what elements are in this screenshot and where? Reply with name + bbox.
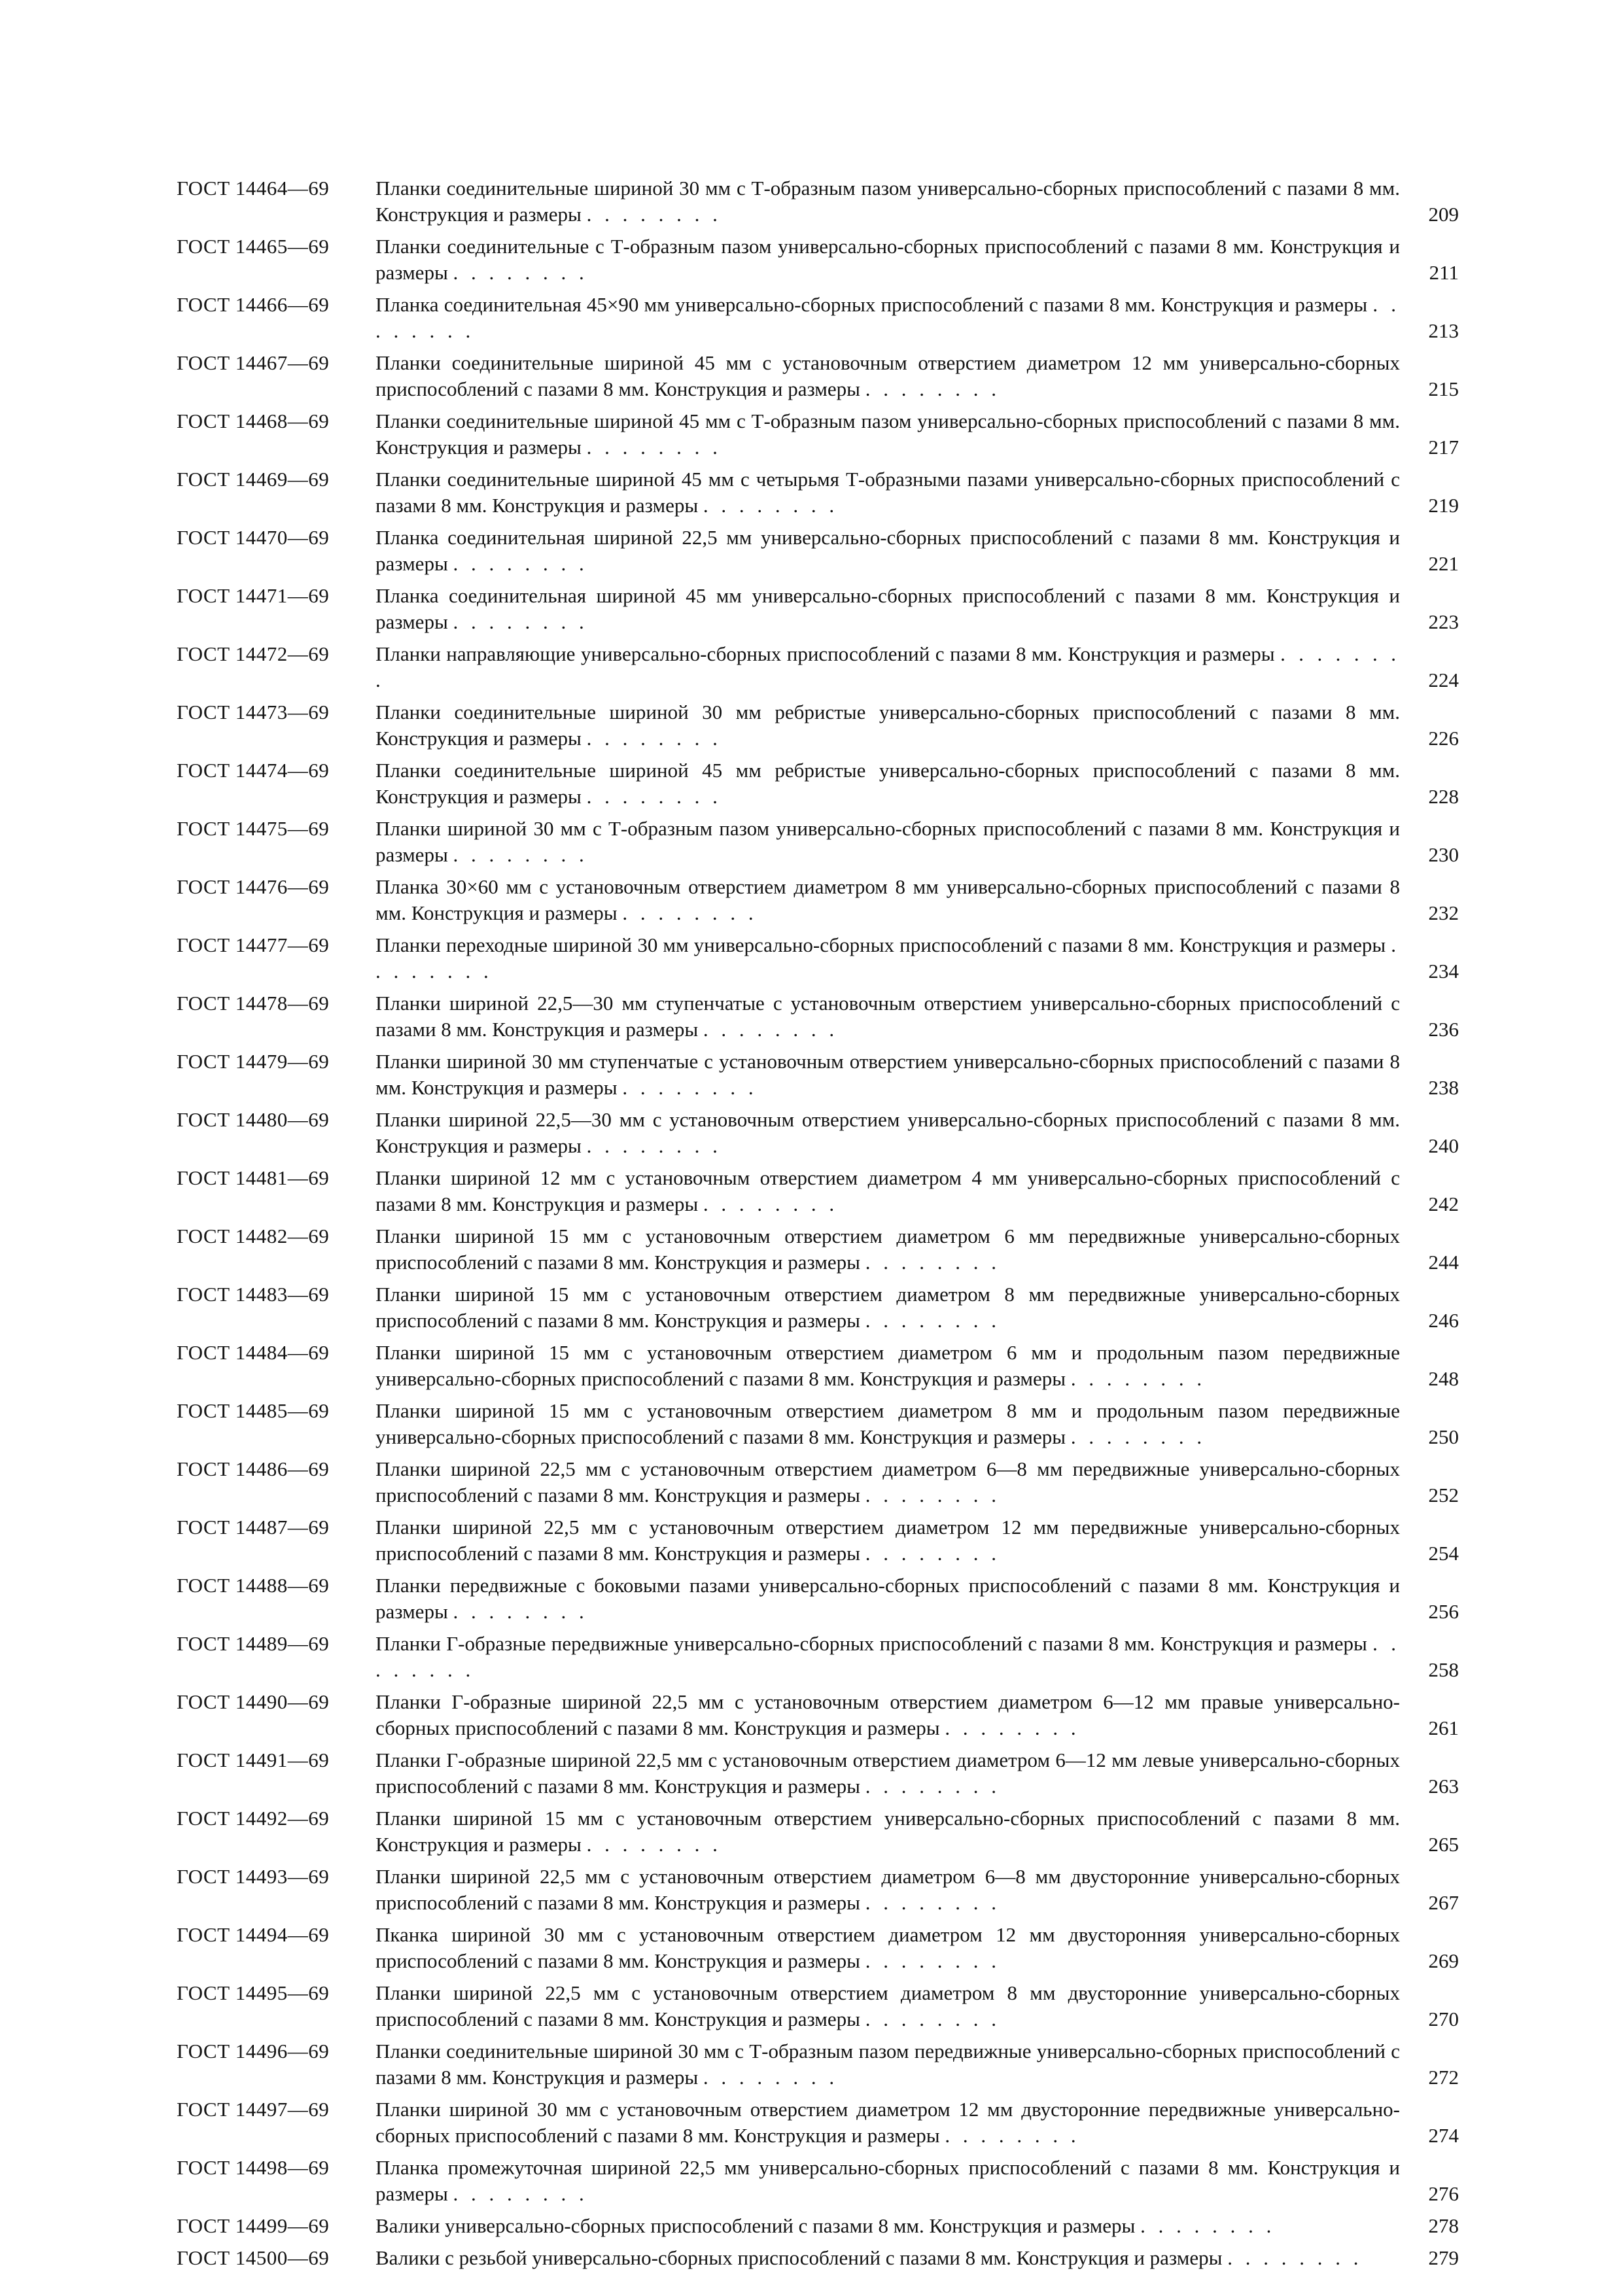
standard-code: ГОСТ 14465—69 (177, 235, 330, 258)
page-number: 258 (1428, 1658, 1459, 1681)
entry-title-text: Планки шириной 22,5 мм с установочным отверстием диаметром 6—8 мм двусторонние универсально-сборных приспособлений с пазами 8 мм. Конструкция и размеры (375, 1865, 1400, 1914)
toc-entry (177, 1864, 1459, 1916)
entry-title (373, 1747, 1413, 1800)
standard-code: ГОСТ 14468—69 (177, 409, 330, 432)
page-number: 223 (1428, 610, 1459, 633)
page-number: 267 (1428, 1891, 1459, 1914)
toc-entry (177, 1223, 1459, 1276)
entry-title (373, 350, 1413, 402)
toc-entry (177, 932, 1459, 984)
page-number: 230 (1428, 843, 1459, 866)
dot-leader: . . . . . . . . (865, 1891, 1000, 1914)
entry-title (373, 1456, 1413, 1508)
standard-code: ГОСТ 14477—69 (177, 933, 330, 956)
page-number: 224 (1428, 669, 1459, 691)
standard-code: ГОСТ 14492—69 (177, 1807, 330, 1830)
toc-entry (177, 1922, 1459, 1974)
page-number: 261 (1428, 1716, 1459, 1739)
dot-leader: . . . . . . . . (453, 610, 588, 633)
page-number: 254 (1428, 1542, 1459, 1565)
dot-leader: . . . . . . . . (453, 261, 588, 284)
toc-entry (177, 2038, 1459, 2091)
toc-entry (177, 1805, 1459, 1858)
entry-title-text: Планки шириной 15 мм с установочным отверстием диаметром 8 мм передвижные универсально-сборных приспособлений с пазами 8 мм. Конструкция и размеры (375, 1283, 1400, 1332)
toc-entry (177, 990, 1459, 1043)
entry-title (373, 1980, 1413, 2032)
dot-leader: . . . . . . . . (453, 1600, 588, 1623)
toc-entry (177, 175, 1459, 228)
entry-title (373, 234, 1413, 286)
entry-title (373, 2155, 1413, 2207)
entry-title-text: Планки шириной 22,5 мм с установочным отверстием диаметром 6—8 мм передвижные универсально-сборных приспособлений с пазами 8 мм. Конструкция и размеры (375, 1457, 1400, 1506)
entry-title (373, 583, 1413, 635)
entry-title-text: Планки шириной 30 мм ступенчатые с установочным отверстием универсально-сборных приспособлений с пазами 8 мм. Конструкция и размеры (375, 1050, 1400, 1099)
entry-title-text: Планки соединительные шириной 30 мм с Т-образным пазом универсально-сборных приспособлений с пазами 8 мм. Конструкция и размеры (375, 177, 1400, 226)
dot-leader: . . . . . . . . (586, 1833, 722, 1856)
dot-leader: . . . . . . . . (453, 843, 588, 866)
standard-code: ГОСТ 14483—69 (177, 1283, 330, 1306)
entry-title (373, 757, 1413, 810)
standard-code: ГОСТ 14486—69 (177, 1457, 330, 1480)
toc-entry (177, 1281, 1459, 1334)
dot-leader: . . . . . . . . (865, 1309, 1000, 1332)
dot-leader: . . . . . . . . (453, 2182, 588, 2205)
standard-code: ГОСТ 14485—69 (177, 1399, 330, 1422)
standard-code: ГОСТ 14464—69 (177, 177, 330, 200)
entry-title-text: Планки шириной 22,5 мм с установочным отверстием диаметром 8 мм двусторонние универсально-сборных приспособлений с пазами 8 мм. Конструкция и размеры (375, 1981, 1400, 2030)
standard-code: ГОСТ 14499—69 (177, 2214, 330, 2237)
entry-title (373, 466, 1413, 519)
entry-title (373, 2038, 1413, 2091)
dot-leader: . . . . . . . . (703, 1192, 839, 1215)
standard-code: ГОСТ 14488—69 (177, 1574, 330, 1597)
page-number: 213 (1428, 319, 1459, 342)
page-number: 211 (1429, 261, 1459, 284)
entry-title-text: Планки шириной 30 мм с Т-образным пазом универсально-сборных приспособлений с пазами 8 мм. Конструкция и размеры (375, 817, 1400, 866)
toc-entry (177, 1747, 1459, 1800)
entry-title (373, 292, 1413, 344)
dot-leader: . . . . . . . . (703, 494, 839, 517)
toc-entry (177, 2096, 1459, 2149)
dot-leader: . . . . . . . . (865, 377, 1000, 400)
entry-title (373, 1573, 1413, 1625)
entry-title (373, 1049, 1413, 1101)
toc-entry (177, 466, 1459, 519)
entry-title-text: Планки шириной 22,5—30 мм ступенчатые с установочным отверстием универсально-сборных приспособлений с пазами 8 мм. Конструкция и размеры (375, 992, 1400, 1041)
page-number: 263 (1428, 1775, 1459, 1798)
toc-entry (177, 757, 1459, 810)
dot-leader: . . . . . . . . (865, 1542, 1000, 1565)
entry-title (373, 874, 1413, 926)
entry-title (373, 1922, 1413, 1974)
entry-title (373, 2096, 1413, 2149)
page-number: 232 (1428, 901, 1459, 924)
dot-leader: . . . . . . . . (1140, 2214, 1276, 2237)
entry-title-text: Планки Г-образные передвижные универсально-сборных приспособлений с пазами 8 мм. Конструкция и размеры (375, 1632, 1367, 1655)
toc-entry (177, 525, 1459, 577)
dot-leader: . . . . . . . . (1070, 1367, 1206, 1390)
entry-title-text: Планки шириной 15 мм с установочным отверстием диаметром 6 мм передвижные универсально-сборных приспособлений с пазами 8 мм. Конструкция и размеры (375, 1225, 1400, 1274)
standard-code: ГОСТ 14493—69 (177, 1865, 330, 1888)
entry-title-text: Планки шириной 12 мм с установочным отверстием диаметром 4 мм универсально-сборных приспособлений с пазами 8 мм. Конструкция и размеры (375, 1166, 1400, 1215)
entry-title-text: Планки шириной 15 мм с установочным отверстием диаметром 8 мм и продольным пазом передвижные универсально-сборных приспособлений с пазами 8 мм. Конструкция и размеры (375, 1399, 1400, 1448)
entry-title-text: Планки шириной 15 мм с установочным отверстием универсально-сборных приспособлений с пазами 8 мм. Конструкция и размеры (375, 1807, 1400, 1856)
toc-entry (177, 408, 1459, 461)
toc-entry (177, 1631, 1459, 1683)
standard-code: ГОСТ 14480—69 (177, 1108, 330, 1131)
dot-leader: . . . . . . . . (375, 293, 1401, 342)
entry-title-text: Планки соединительные шириной 30 мм ребристые универсально-сборных приспособлений с пазами 8 мм. Конструкция и размеры (375, 701, 1400, 750)
toc-entry (177, 1107, 1459, 1159)
entry-title-text: Планка соединительная шириной 22,5 мм универсально-сборных приспособлений с пазами 8 мм. Конструкция и размеры (375, 526, 1400, 575)
toc-entry (177, 2155, 1459, 2207)
entry-title (373, 1281, 1413, 1334)
toc-entry (177, 1340, 1459, 1392)
dot-leader: . . . . . . . . (586, 1134, 722, 1157)
dot-leader: . . . . . . . . (945, 1716, 1080, 1739)
page-number: 270 (1428, 2008, 1459, 2030)
dot-leader: . . . . . . . . (453, 552, 588, 575)
entry-title (373, 1689, 1413, 1741)
toc-entry (177, 234, 1459, 286)
page-number: 226 (1428, 727, 1459, 750)
page-number: 219 (1428, 494, 1459, 517)
dot-leader: . . . . . . . . (586, 785, 722, 808)
page-number: 228 (1428, 785, 1459, 808)
entry-title (373, 699, 1413, 752)
entry-title-text: Планки направляющие универсально-сборных приспособлений с пазами 8 мм. Конструкция и размеры (375, 642, 1275, 665)
dot-leader: . . . . . . . . (1070, 1425, 1206, 1448)
page-number: 265 (1428, 1833, 1459, 1856)
toc-entry (177, 2245, 1459, 2271)
standard-code: ГОСТ 14470—69 (177, 526, 330, 549)
toc-entry (177, 583, 1459, 635)
standard-code: ГОСТ 14476—69 (177, 875, 330, 898)
page-number: 252 (1428, 1484, 1459, 1506)
entry-title (373, 1223, 1413, 1276)
standard-code: ГОСТ 14484—69 (177, 1341, 330, 1364)
entry-title-text: Планки переходные шириной 30 мм универсально-сборных приспособлений с пазами 8 мм. Конструкция и размеры (375, 933, 1386, 956)
entry-title-text: Планки шириной 22,5 мм с установочным отверстием диаметром 12 мм передвижные универсально-сборных приспособлений с пазами 8 мм. Конструкция и размеры (375, 1516, 1400, 1565)
entry-title-text: Планки Г-образные шириной 22,5 мм с установочным отверстием диаметром 6—12 мм правые универсально-сборных приспособлений с пазами 8 мм. Конструкция и размеры (375, 1690, 1400, 1739)
dot-leader: . . . . . . . . (865, 2008, 1000, 2030)
toc-entry (177, 350, 1459, 402)
dot-leader: . . . . . . . . (703, 2066, 839, 2089)
entry-title-text: Планки шириной 30 мм с установочным отверстием диаметром 12 мм двусторонние передвижные универсально-сборных приспособлений с пазами 8 мм. Конструкция и размеры (375, 2098, 1400, 2147)
entry-title (373, 1805, 1413, 1858)
dot-leader: . . . . . . . . (865, 1775, 1000, 1798)
dot-leader: . . . . . . . . (375, 1632, 1401, 1681)
dot-leader: . . . . . . . . (375, 933, 1400, 983)
entry-title (373, 1107, 1413, 1159)
entry-title-text: Планка соединительная шириной 45 мм универсально-сборных приспособлений с пазами 8 мм. Конструкция и размеры (375, 584, 1400, 633)
toc-entry (177, 1514, 1459, 1567)
dot-leader: . . . . . . . . (586, 727, 722, 750)
standard-code: ГОСТ 14500—69 (177, 2246, 330, 2269)
entry-title (373, 175, 1413, 228)
standard-code: ГОСТ 14498—69 (177, 2156, 330, 2179)
page-number: 278 (1428, 2214, 1459, 2237)
toc-entry (177, 1456, 1459, 1508)
dot-leader: . . . . . . . . (586, 203, 722, 226)
dot-leader: . . . . . . . . (586, 436, 722, 459)
standard-code: ГОСТ 14489—69 (177, 1632, 330, 1655)
page-number: 248 (1428, 1367, 1459, 1390)
entry-title-text: Планки Г-образные шириной 22,5 мм с установочным отверстием диаметром 6—12 мм левые универсально-сборных приспособлений с пазами 8 мм. Конструкция и размеры (375, 1748, 1400, 1798)
page-number: 234 (1428, 960, 1459, 983)
entry-title (373, 1165, 1413, 1217)
entry-title (373, 1514, 1413, 1567)
entry-title-text: Планка промежуточная шириной 22,5 мм универсально-сборных приспособлений с пазами 8 мм. Конструкция и размеры (375, 2156, 1400, 2205)
standard-code: ГОСТ 14490—69 (177, 1690, 330, 1713)
toc-entry (177, 1165, 1459, 1217)
standard-code: ГОСТ 14482—69 (177, 1225, 330, 1247)
standard-code: ГОСТ 14466—69 (177, 293, 330, 316)
dot-leader: . . . . . . . . (1227, 2246, 1363, 2269)
dot-leader: . . . . . . . . (375, 642, 1401, 691)
entry-title (373, 1398, 1413, 1450)
page-number: 209 (1428, 203, 1459, 226)
entry-title-text: Планки соединительные шириной 30 мм с Т-образным пазом передвижные универсально-сборных приспособлений с пазами 8 мм. Конструкция и размеры (375, 2040, 1400, 2089)
standard-code: ГОСТ 14481—69 (177, 1166, 330, 1189)
toc-entry (177, 2213, 1459, 2239)
page-number: 246 (1428, 1309, 1459, 1332)
entry-title (373, 525, 1413, 577)
page-number: 221 (1428, 552, 1459, 575)
entry-title (373, 1631, 1413, 1683)
page-number: 244 (1428, 1251, 1459, 1274)
entry-title-text: Пканка шириной 30 мм с установочным отверстием диаметром 12 мм двусторонняя универсально-сборных приспособлений с пазами 8 мм. Конструкция и размеры (375, 1923, 1400, 1972)
entry-title (373, 2213, 1413, 2239)
entry-title (373, 816, 1413, 868)
dot-leader: . . . . . . . . (703, 1018, 839, 1041)
standard-code: ГОСТ 14487—69 (177, 1516, 330, 1539)
standard-code: ГОСТ 14469—69 (177, 468, 330, 491)
toc-entry (177, 641, 1459, 693)
page-number: 256 (1428, 1600, 1459, 1623)
dot-leader: . . . . . . . . (865, 1251, 1000, 1274)
entry-title-text: Планки соединительные шириной 45 мм с четырьмя Т-образными пазами универсально-сборных приспособлений с пазами 8 мм. Конструкция и размеры (375, 468, 1400, 517)
page-number: 272 (1428, 2066, 1459, 2089)
page-number: 242 (1428, 1192, 1459, 1215)
toc-entry (177, 1980, 1459, 2032)
page-number: 240 (1428, 1134, 1459, 1157)
standard-code: ГОСТ 14478—69 (177, 992, 330, 1015)
standard-code: ГОСТ 14473—69 (177, 701, 330, 723)
toc-entry (177, 874, 1459, 926)
standard-code: ГОСТ 14467—69 (177, 351, 330, 374)
dot-leader: . . . . . . . . (865, 1949, 1000, 1972)
standard-code: ГОСТ 14472—69 (177, 642, 330, 665)
entry-title-text: Планки шириной 15 мм с установочным отверстием диаметром 6 мм и продольным пазом передвижные универсально-сборных приспособлений с пазами 8 мм. Конструкция и размеры (375, 1341, 1400, 1390)
entry-title (373, 990, 1413, 1043)
entry-title-text: Планки шириной 22,5—30 мм с установочным отверстием универсально-сборных приспособлений с пазами 8 мм. Конструкция и размеры (375, 1108, 1400, 1157)
page-number: 269 (1428, 1949, 1459, 1972)
page-number: 215 (1428, 377, 1459, 400)
standard-code: ГОСТ 14494—69 (177, 1923, 330, 1946)
standard-code: ГОСТ 14495—69 (177, 1981, 330, 2004)
toc-entry (177, 1573, 1459, 1625)
entry-title-text: Планки соединительные шириной 45 мм с установочным отверстием диаметром 12 мм универсально-сборных приспособлений с пазами 8 мм. Конструкция и размеры (375, 351, 1400, 400)
entry-title-text: Валики универсально-сборных приспособлений с пазами 8 мм. Конструкция и размеры (375, 2214, 1136, 2237)
entry-title (373, 641, 1413, 693)
entry-title (373, 1340, 1413, 1392)
standard-code: ГОСТ 14496—69 (177, 2040, 330, 2062)
toc-entry (177, 1398, 1459, 1450)
entry-title-text: Планка соединительная 45×90 мм универсально-сборных приспособлений с пазами 8 мм. Конструкция и размеры (375, 293, 1368, 316)
entry-title (373, 408, 1413, 461)
toc-entry (177, 292, 1459, 344)
page-number: 276 (1428, 2182, 1459, 2205)
standard-code: ГОСТ 14474—69 (177, 759, 330, 782)
entry-title-text: Планки соединительные с Т-образным пазом универсально-сборных приспособлений с пазами 8 мм. Конструкция и размеры (375, 235, 1400, 284)
page-number: 279 (1428, 2246, 1459, 2269)
dot-leader: . . . . . . . . (622, 901, 758, 924)
entry-title-text: Планки соединительные шириной 45 мм ребристые универсально-сборных приспособлений с пазами 8 мм. Конструкция и размеры (375, 759, 1400, 808)
page-number: 238 (1428, 1076, 1459, 1099)
entry-title (373, 2245, 1413, 2271)
standard-code: ГОСТ 14475—69 (177, 817, 330, 840)
toc-entry (177, 1689, 1459, 1741)
entry-title-text: Валики с резьбой универсально-сборных приспособлений с пазами 8 мм. Конструкция и размеры (375, 2246, 1223, 2269)
toc-entry (177, 1049, 1459, 1101)
page-number: 236 (1428, 1018, 1459, 1041)
standard-code: ГОСТ 14491—69 (177, 1748, 330, 1771)
standard-code: ГОСТ 14479—69 (177, 1050, 330, 1073)
dot-leader: . . . . . . . . (945, 2124, 1080, 2147)
standard-code: ГОСТ 14497—69 (177, 2098, 330, 2121)
entry-title (373, 1864, 1413, 1916)
page-number: 250 (1428, 1425, 1459, 1448)
page-number: 274 (1428, 2124, 1459, 2147)
entry-title-text: Планка 30×60 мм с установочным отверстием диаметром 8 мм универсально-сборных приспособлений с пазами 8 мм. Конструкция и размеры (375, 875, 1400, 924)
dot-leader: . . . . . . . . (622, 1076, 758, 1099)
entry-title-text: Планки передвижные с боковыми пазами универсально-сборных приспособлений с пазами 8 мм. Конструкция и размеры (375, 1574, 1400, 1623)
entry-title (373, 932, 1413, 984)
page-number: 217 (1428, 436, 1459, 459)
standard-code: ГОСТ 14471—69 (177, 584, 330, 607)
toc-entry (177, 816, 1459, 868)
table-of-contents (177, 175, 1459, 2277)
toc-entry (177, 699, 1459, 752)
entry-title-text: Планки соединительные шириной 45 мм с Т-образным пазом универсально-сборных приспособлений с пазами 8 мм. Конструкция и размеры (375, 409, 1400, 459)
dot-leader: . . . . . . . . (865, 1484, 1000, 1506)
